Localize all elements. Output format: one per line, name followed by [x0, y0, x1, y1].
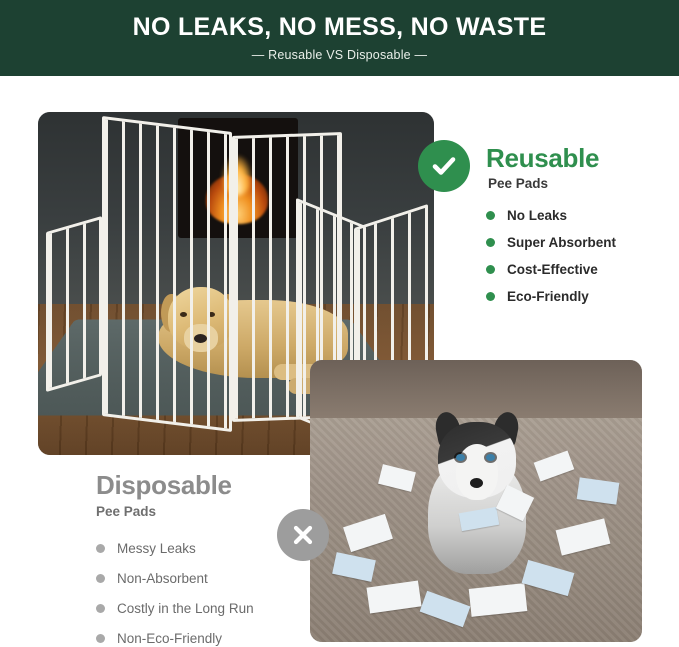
list-item-label: Non-Eco-Friendly: [117, 631, 223, 646]
disposable-pad-photo: [310, 360, 642, 642]
list-item-label: No Leaks: [507, 208, 568, 223]
bullet-dot-icon: [96, 634, 105, 643]
disposable-title: Disposable: [96, 470, 232, 500]
reusable-benefits-list: [486, 208, 676, 316]
disposable-section: [96, 470, 306, 647]
bullet-dot-icon: [486, 292, 495, 301]
shredded-pad-piece: [469, 583, 528, 617]
list-item: [486, 208, 676, 223]
list-item-label: Messy Leaks: [117, 541, 196, 556]
bullet-dot-icon: [486, 211, 495, 220]
list-item-label: Cost-Effective: [507, 262, 598, 277]
husky-nose: [470, 478, 483, 488]
husky-eye: [486, 454, 495, 461]
list-item: [96, 571, 306, 586]
disposable-subtitle: Pee Pads: [96, 504, 157, 519]
disposable-drawbacks-list: [96, 541, 306, 646]
bullet-dot-icon: [96, 574, 105, 583]
husky-face-marking: [456, 444, 498, 500]
bullet-dot-icon: [96, 544, 105, 553]
bullet-dot-icon: [96, 604, 105, 613]
playpen-panel: [102, 116, 232, 432]
list-item: [486, 289, 676, 304]
list-item: [96, 541, 306, 556]
bullet-dot-icon: [486, 265, 495, 274]
page-subtitle: — Reusable VS Disposable —: [251, 47, 428, 62]
check-icon: [418, 140, 470, 192]
list-item: [96, 631, 306, 646]
list-item-label: Costly in the Long Run: [117, 601, 254, 616]
bullet-dot-icon: [486, 238, 495, 247]
list-item-label: Super Absorbent: [507, 235, 617, 250]
page-title: NO LEAKS, NO MESS, NO WASTE: [132, 13, 547, 42]
list-item: [486, 235, 676, 250]
reusable-subtitle: Pee Pads: [488, 176, 549, 191]
list-item-label: Non-Absorbent: [117, 571, 208, 586]
playpen-panel: [46, 216, 102, 392]
list-item: [96, 601, 306, 616]
background-furniture: [310, 360, 642, 418]
list-item: [486, 262, 676, 277]
list-item-label: Eco-Friendly: [507, 289, 589, 304]
header-banner: [0, 0, 679, 76]
x-icon: [277, 509, 329, 561]
reusable-title: Reusable: [486, 143, 600, 173]
husky-eye: [456, 454, 465, 461]
